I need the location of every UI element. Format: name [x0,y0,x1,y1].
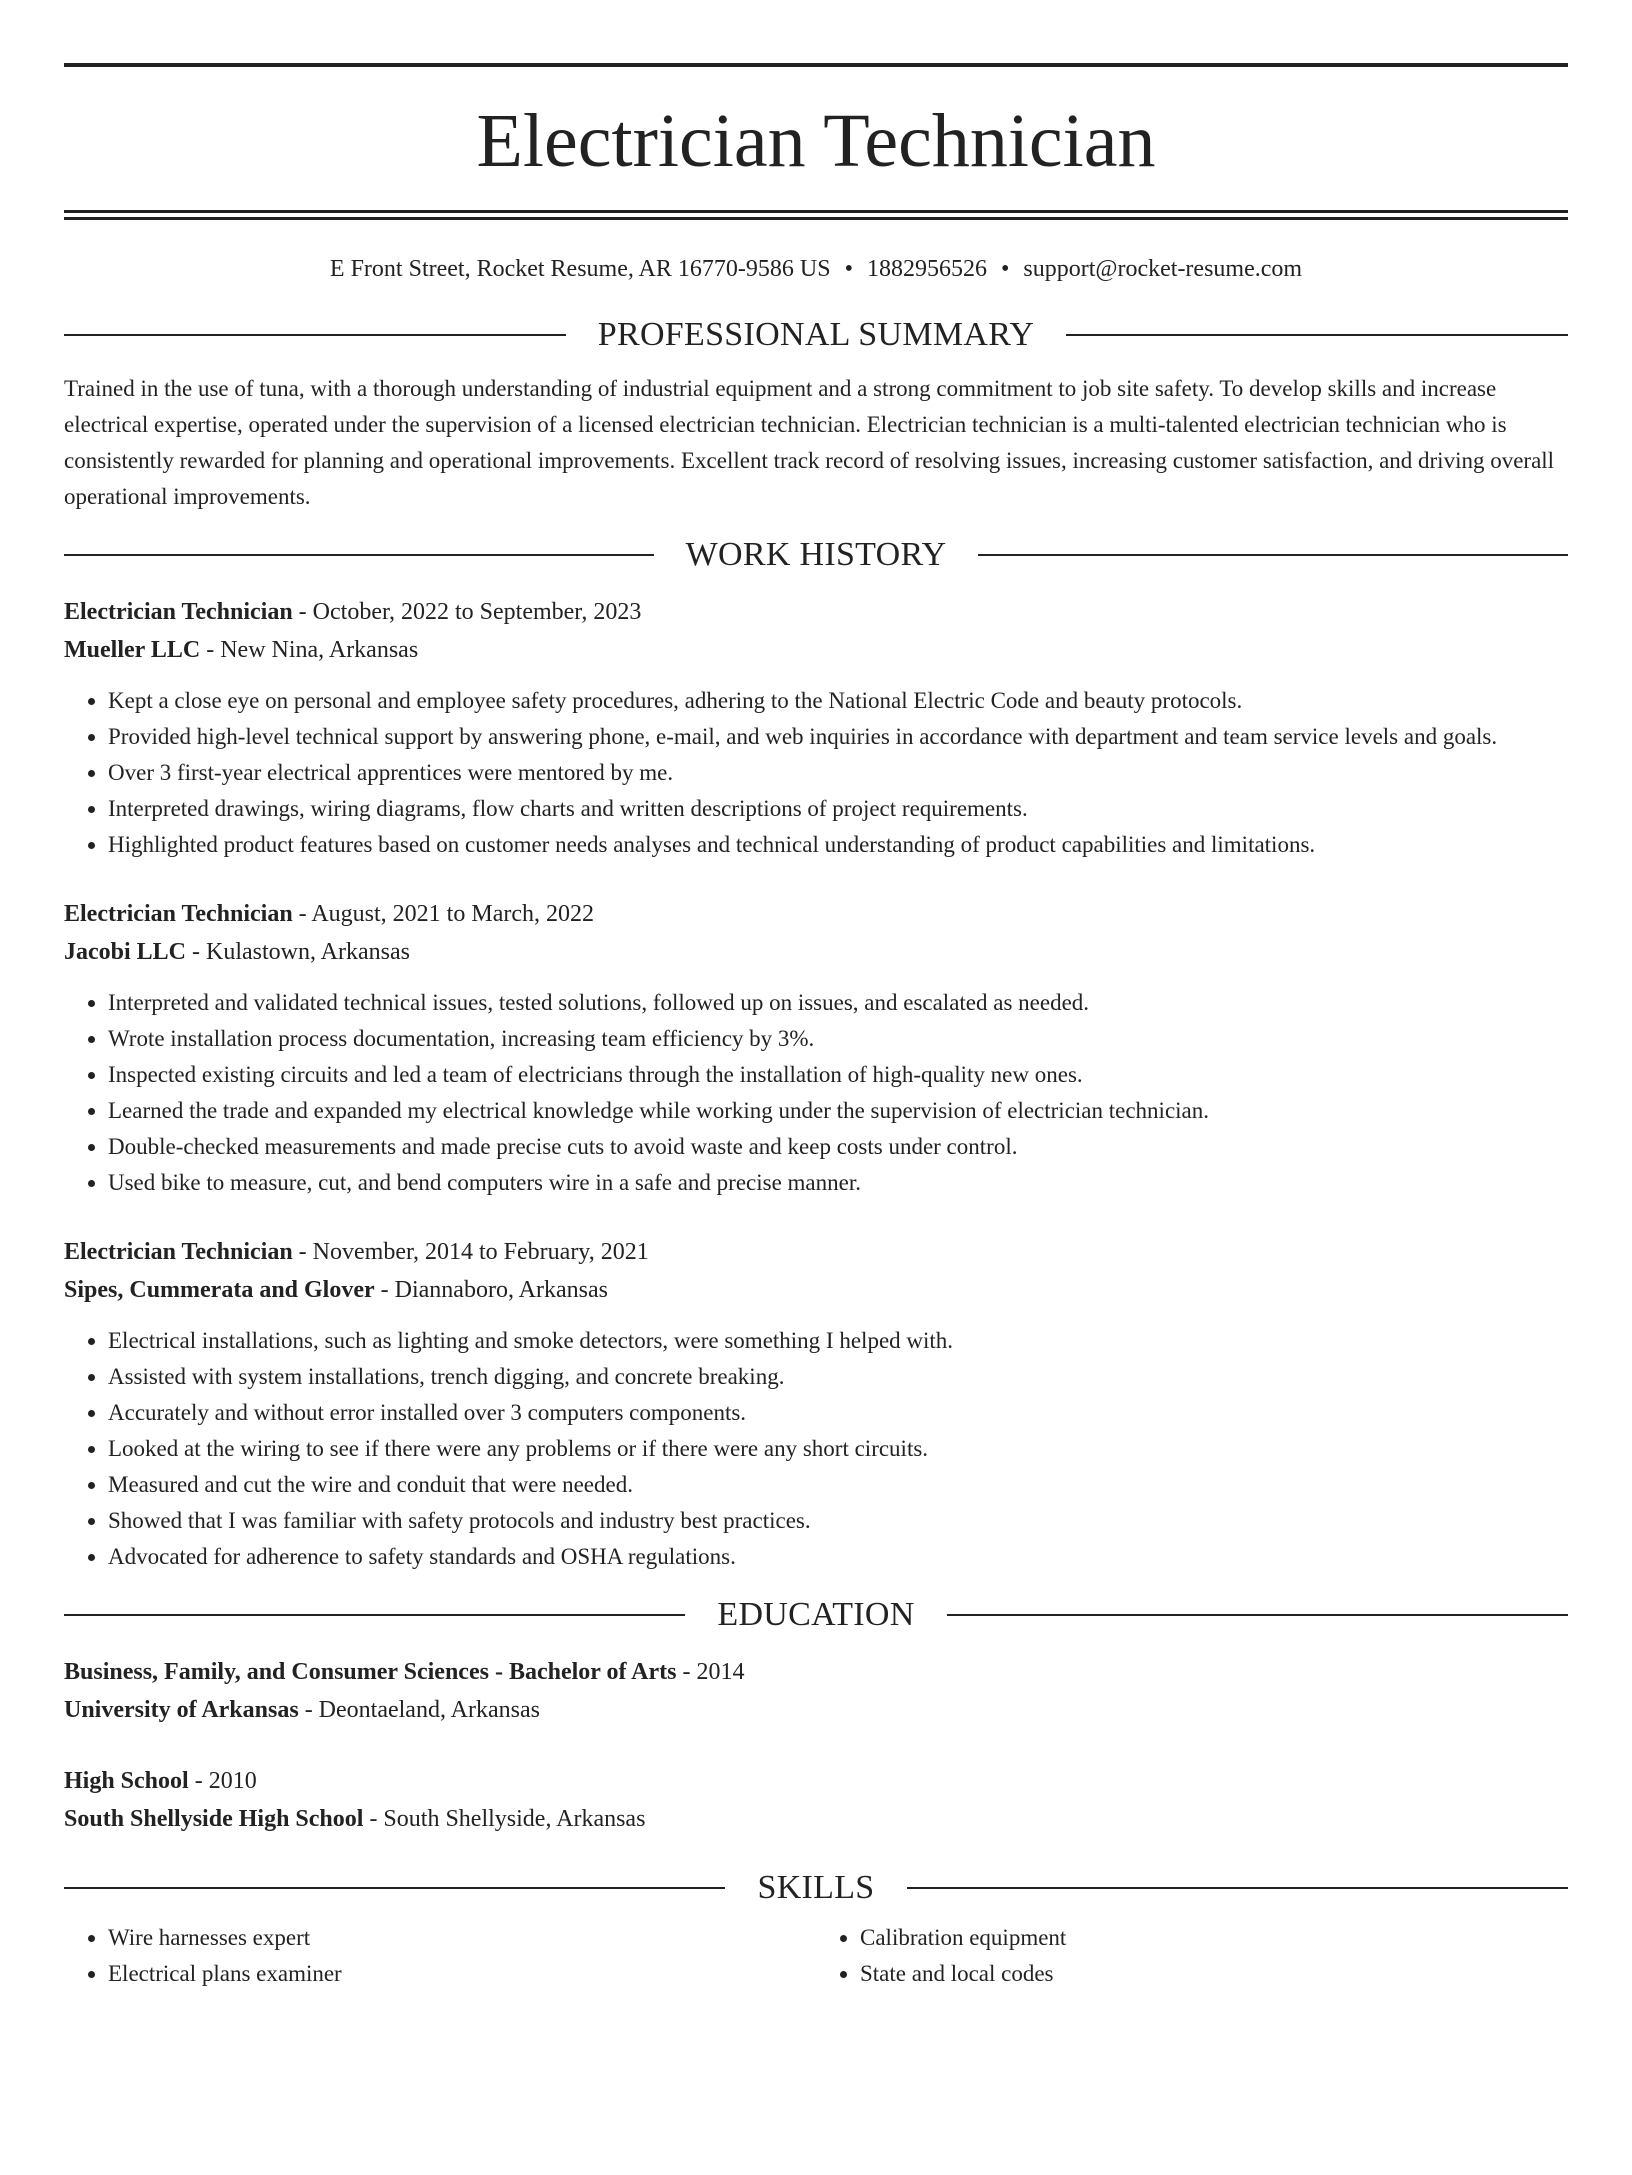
job-company: Sipes, Cummerata and Glover [64,1277,375,1303]
job-bullet: • Showed that I was familiar with safety protocols and industry best practices. [108,1503,1568,1539]
skills-column-right [816,1920,1568,1992]
job-company-line [64,631,1568,669]
contact-separator: • [844,256,853,282]
education-degree-line [64,1653,1568,1691]
heading-rule [64,1614,685,1616]
job-bullets [64,683,1568,863]
job-bullet: • Used bike to measure, cut, and bend computers wire in a safe and precise manner. [108,1165,1568,1201]
job-title-line [64,593,1568,631]
job-bullet: • Looked at the wiring to see if there were any problems or if there were any short circuits. [108,1431,1568,1467]
summary-heading [64,315,1568,355]
job-company: Jacobi LLC [64,939,187,965]
education-school: South Shellyside High School [64,1806,364,1832]
job-company-line [64,933,1568,971]
job-bullets [64,1323,1568,1575]
heading-rule [947,1614,1568,1616]
education-location: - South Shellyside, Arkansas [363,1806,646,1832]
heading-rule [978,554,1568,556]
job-bullet: • Provided high-level technical support by answering phone, e-mail, and web inquiries in accordance with department and team service levels and goals. [108,719,1568,755]
skills-column-left [64,1920,816,1992]
education-school-line [64,1800,1568,1838]
job-dates: - November, 2014 to February, 2021 [292,1239,649,1265]
job-entry [64,1233,1568,1575]
double-rule [64,210,1568,220]
skills-grid [64,1920,1568,1992]
heading-rule [64,334,566,336]
education-school: University of Arkansas [64,1697,299,1723]
job-title-line [64,1233,1568,1271]
job-location: - Kulastown, Arkansas [186,939,410,965]
work-history-heading [64,535,1568,575]
job-location: - New Nina, Arkansas [200,637,419,663]
job-title-line [64,895,1568,933]
job-bullet: • Interpreted and validated technical issues, tested solutions, followed up on issues, and escalated as needed. [108,985,1568,1021]
job-bullet: • Over 3 first-year electrical apprentices were mentored by me. [108,755,1568,791]
job-bullet: • Assisted with system installations, trench digging, and concrete breaking. [108,1359,1568,1395]
job-company-line [64,1271,1568,1309]
skill-item: • Calibration equipment [860,1920,1568,1956]
education-entry [64,1653,1568,1729]
education-entry [64,1762,1568,1838]
job-bullet: • Accurately and without error installed over 3 computers components. [108,1395,1568,1431]
job-bullets [64,985,1568,1201]
education-degree: Business, Family, and Consumer Sciences - Bachelor of Arts [64,1659,677,1685]
heading-rule [1066,334,1568,336]
job-entry [64,593,1568,863]
skill-item: • State and local codes [860,1956,1568,1992]
contact-line [64,254,1568,284]
job-bullet: • Advocated for adherence to safety standards and OSHA regulations. [108,1539,1568,1575]
skill-item: • Wire harnesses expert [108,1920,816,1956]
resume-name: Electrician Technician [476,99,1156,183]
heading-rule [64,554,654,556]
job-bullet: • Highlighted product features based on customer needs analyses and technical understanding of product capabilities and limitations. [108,827,1568,863]
job-bullet: • Electrical installations, such as lighting and smoke detectors, were something I helped with. [108,1323,1568,1359]
job-bullet: • Wrote installation process documentation, increasing team efficiency by 3%. [108,1021,1568,1057]
education-heading [64,1595,1568,1635]
job-bullet: • Inspected existing circuits and led a team of electricians through the installation of high-quality new ones. [108,1057,1568,1093]
education-degree: High School [64,1768,189,1794]
job-title: Electrician Technician [64,901,293,927]
top-rule [64,63,1568,67]
skill-item: • Electrical plans examiner [108,1956,816,1992]
job-company: Mueller LLC [64,637,201,663]
job-title: Electrician Technician [64,599,293,625]
job-location: - Diannaboro, Arkansas [374,1277,608,1303]
education-year: - 2010 [188,1768,257,1794]
education-heading-title: EDUCATION [717,1596,915,1633]
summary-heading-title: PROFESSIONAL SUMMARY [597,316,1035,353]
education-year: - 2014 [676,1659,745,1685]
contact-address: E Front Street, Rocket Resume, AR 16770-9586 US [329,256,831,282]
job-dates: - August, 2021 to March, 2022 [292,901,594,927]
job-title: Electrician Technician [64,1239,293,1265]
resume-page [0,63,1632,2175]
heading-rule [64,1887,725,1889]
job-dates: - October, 2022 to September, 2023 [292,599,642,625]
job-bullet: • Double-checked measurements and made precise cuts to avoid waste and keep costs under control. [108,1129,1568,1165]
contact-phone: 1882956526 [866,256,987,282]
job-bullet: • Measured and cut the wire and conduit that were needed. [108,1467,1568,1503]
education-degree-line [64,1762,1568,1800]
contact-email: support@rocket-resume.com [1023,256,1303,282]
contact-separator: • [1000,256,1010,282]
work-history-heading-title: WORK HISTORY [685,536,947,573]
job-bullet: • Interpreted drawings, wiring diagrams, flow charts and written descriptions of project requirements. [108,791,1568,827]
education-school-line [64,1691,1568,1729]
job-bullet: • Learned the trade and expanded my electrical knowledge while working under the supervision of electrician technician. [108,1093,1568,1129]
skills-heading-title: SKILLS [757,1869,875,1906]
education-location: - Deontaeland, Arkansas [298,1697,540,1723]
heading-rule [907,1887,1568,1889]
job-bullet: • Kept a close eye on personal and employee safety procedures, adhering to the National Electric Code and beauty protocols. [108,683,1568,719]
skills-heading [64,1868,1568,1908]
job-entry [64,895,1568,1201]
summary-text: Trained in the use of tuna, with a thorough understanding of industrial equipment and a strong commitment to job site safety. To develop skills and increase electrical expertise, operated under the supervision of a licensed electrician technician. Electrician technician is a multi-talented electrician technician who is consistently rewarded for planning and operational improvements. Excellent track record of resolving issues, increasing customer satisfaction, and driving overall operational improvements. [64,376,1555,509]
